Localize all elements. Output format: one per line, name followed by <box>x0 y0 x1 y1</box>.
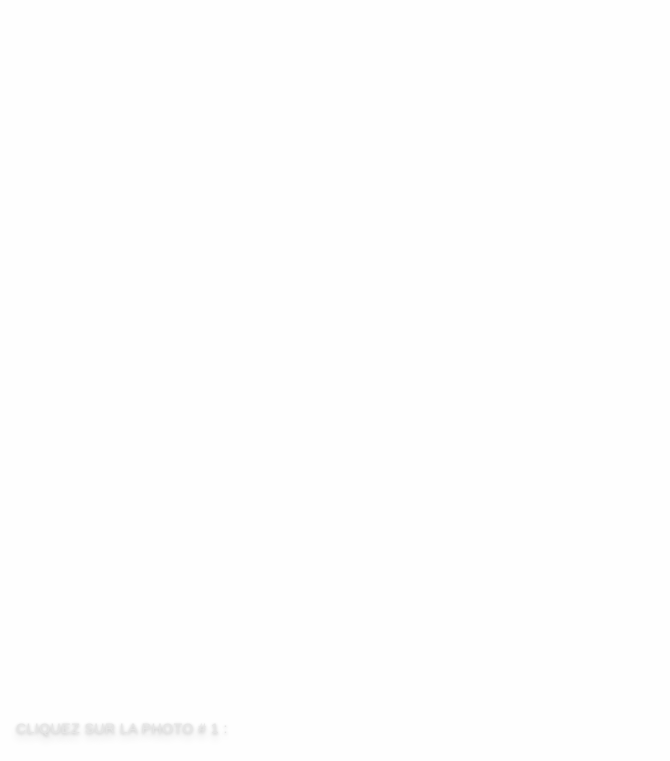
photo-caption-link[interactable]: CLIQUEZ SUR LA PHOTO # 1 : <box>16 720 228 736</box>
